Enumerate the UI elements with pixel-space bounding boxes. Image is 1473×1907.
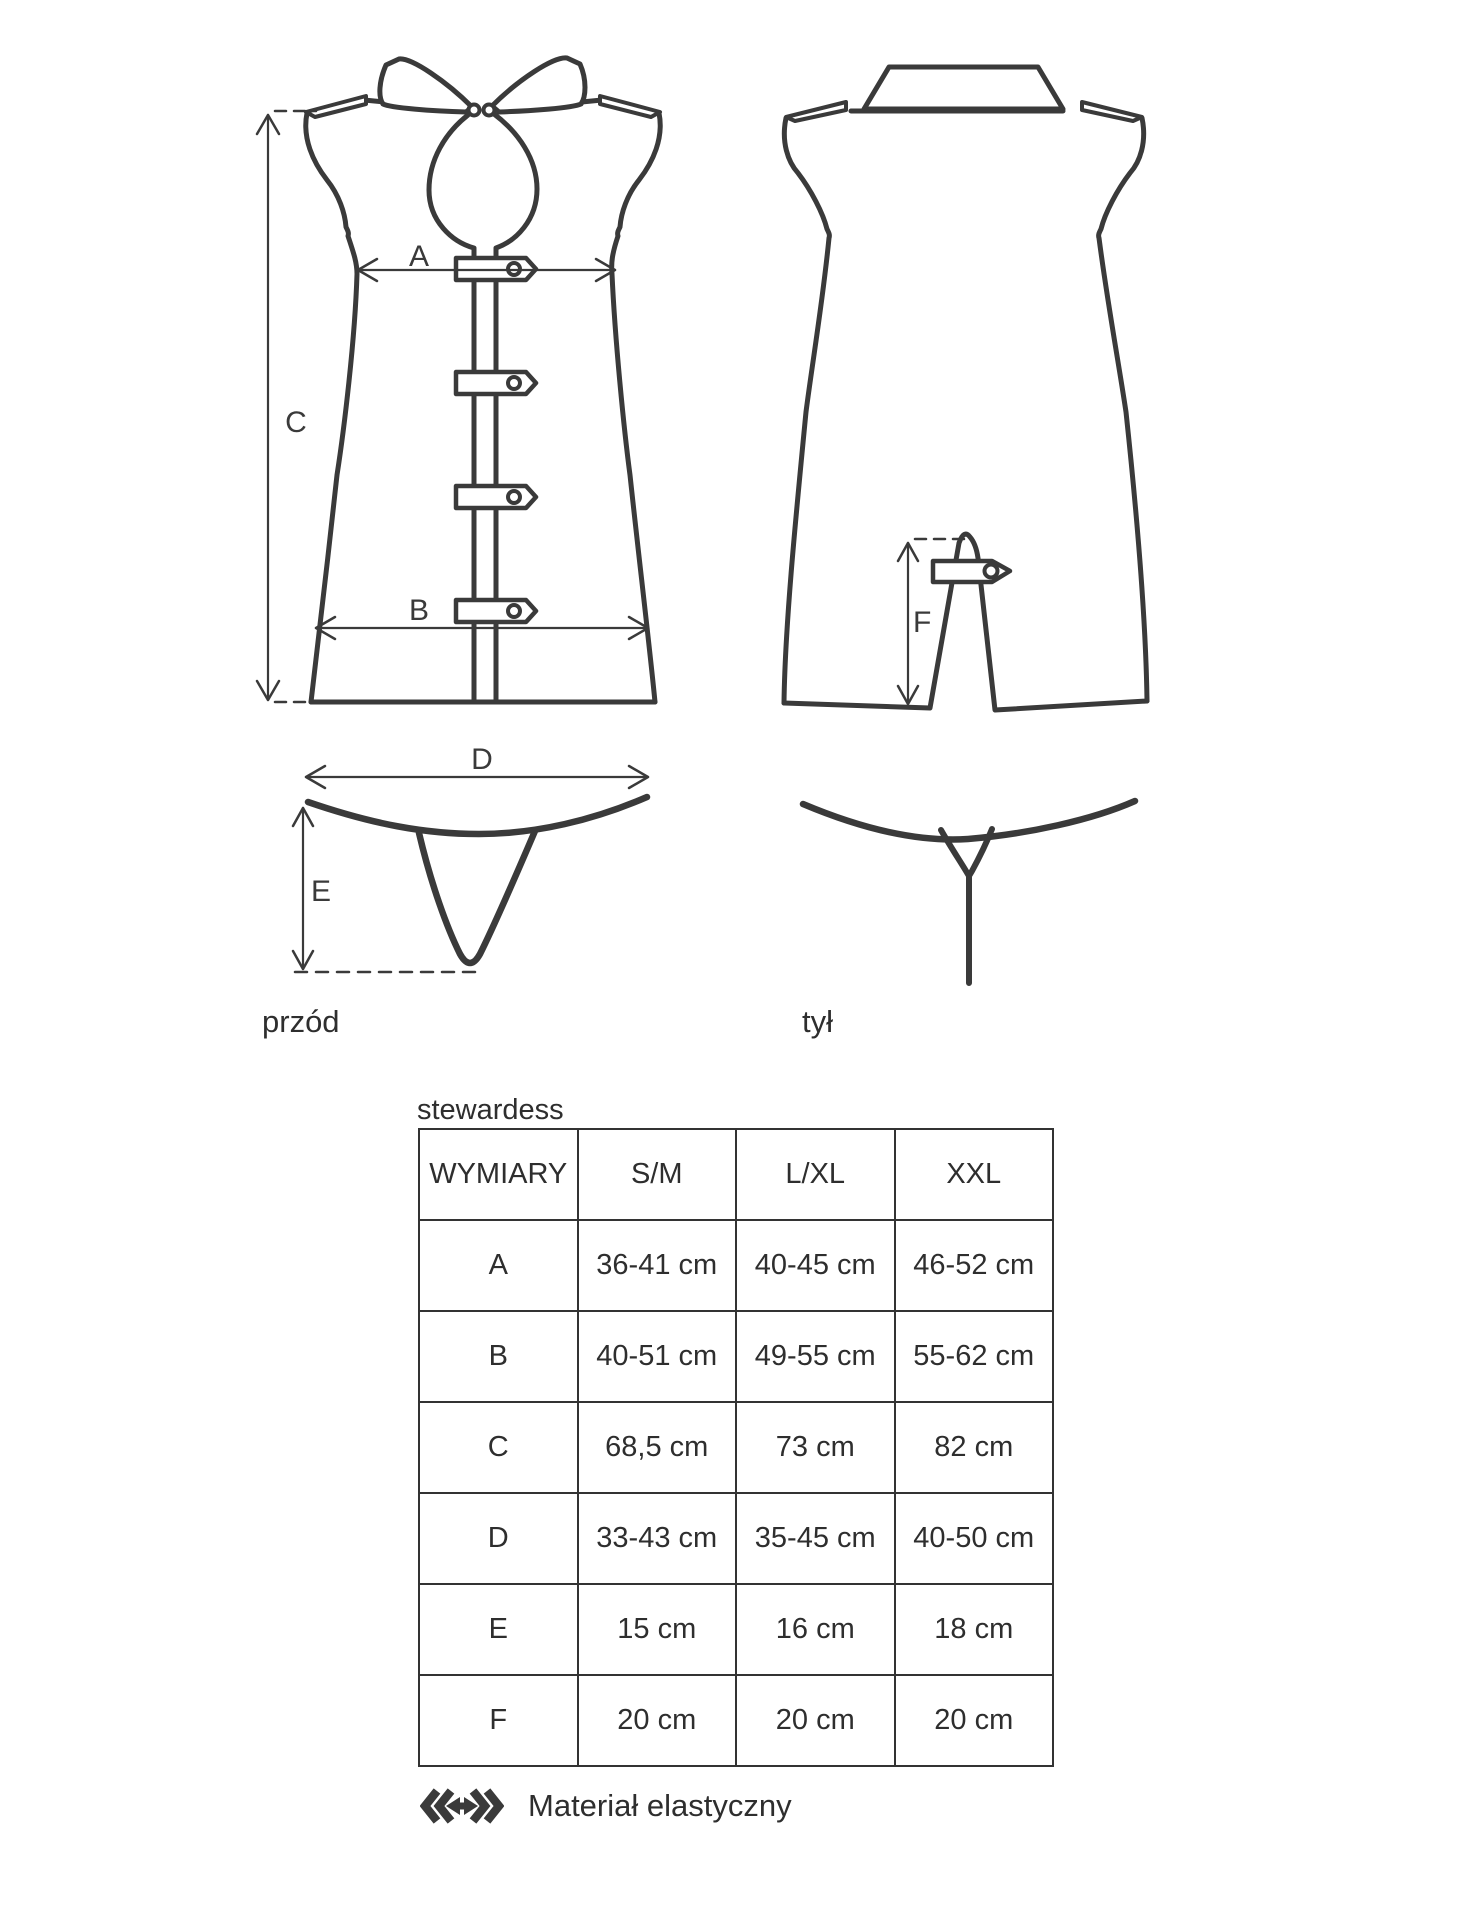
table-row bbox=[419, 1675, 1053, 1766]
front-dress-drawing bbox=[306, 58, 660, 702]
cell: 73 cm bbox=[736, 1402, 895, 1493]
dimension-label-b: B bbox=[408, 594, 430, 627]
cell: 46-52 cm bbox=[895, 1220, 1054, 1311]
cell: 36-41 cm bbox=[578, 1220, 737, 1311]
cell: 40-51 cm bbox=[578, 1311, 737, 1402]
front-view-label: przód bbox=[262, 1004, 340, 1039]
row-label: E bbox=[419, 1584, 578, 1675]
cell: 20 cm bbox=[736, 1675, 895, 1766]
cell: 82 cm bbox=[895, 1402, 1054, 1493]
cell: 49-55 cm bbox=[736, 1311, 895, 1402]
back-panties-drawing bbox=[803, 801, 1135, 983]
header-sm: S/M bbox=[578, 1129, 737, 1220]
table-title: stewardess bbox=[417, 1094, 564, 1126]
cell: 18 cm bbox=[895, 1584, 1054, 1675]
table-row bbox=[419, 1220, 1053, 1311]
front-panties-drawing bbox=[308, 797, 647, 963]
row-label: D bbox=[419, 1493, 578, 1584]
back-view-label: tył bbox=[802, 1004, 833, 1039]
cell: 16 cm bbox=[736, 1584, 895, 1675]
header-wymiary: WYMIARY bbox=[419, 1129, 578, 1220]
cell: 20 cm bbox=[578, 1675, 737, 1766]
cell: 35-45 cm bbox=[736, 1493, 895, 1584]
cell: 33-43 cm bbox=[578, 1493, 737, 1584]
cell: 15 cm bbox=[578, 1584, 737, 1675]
table-row bbox=[419, 1493, 1053, 1584]
row-label: C bbox=[419, 1402, 578, 1493]
cell: 68,5 cm bbox=[578, 1402, 737, 1493]
dimension-label-f: F bbox=[913, 606, 932, 639]
dimension-label-d: D bbox=[471, 743, 493, 776]
dimension-lines bbox=[257, 111, 970, 972]
cell: 40-45 cm bbox=[736, 1220, 895, 1311]
table-header-row bbox=[419, 1129, 1053, 1220]
row-label: A bbox=[419, 1220, 578, 1311]
dimension-label-a: A bbox=[408, 240, 430, 273]
back-dress-drawing bbox=[784, 67, 1147, 710]
cell: 40-50 cm bbox=[895, 1493, 1054, 1584]
stretch-double-arrow-icon bbox=[420, 1786, 504, 1826]
material-note-text: Materiał elastyczny bbox=[528, 1788, 792, 1823]
table-row bbox=[419, 1584, 1053, 1675]
row-label: B bbox=[419, 1311, 578, 1402]
dimension-label-e: E bbox=[311, 875, 332, 908]
table-row bbox=[419, 1311, 1053, 1402]
cell: 20 cm bbox=[895, 1675, 1054, 1766]
header-xxl: XXL bbox=[895, 1129, 1054, 1220]
size-table bbox=[418, 1128, 1054, 1767]
cell: 55-62 cm bbox=[895, 1311, 1054, 1402]
header-lxl: L/XL bbox=[736, 1129, 895, 1220]
table-row bbox=[419, 1402, 1053, 1493]
dimension-label-c: C bbox=[285, 406, 307, 439]
material-note-row bbox=[420, 1786, 792, 1826]
row-label: F bbox=[419, 1675, 578, 1766]
